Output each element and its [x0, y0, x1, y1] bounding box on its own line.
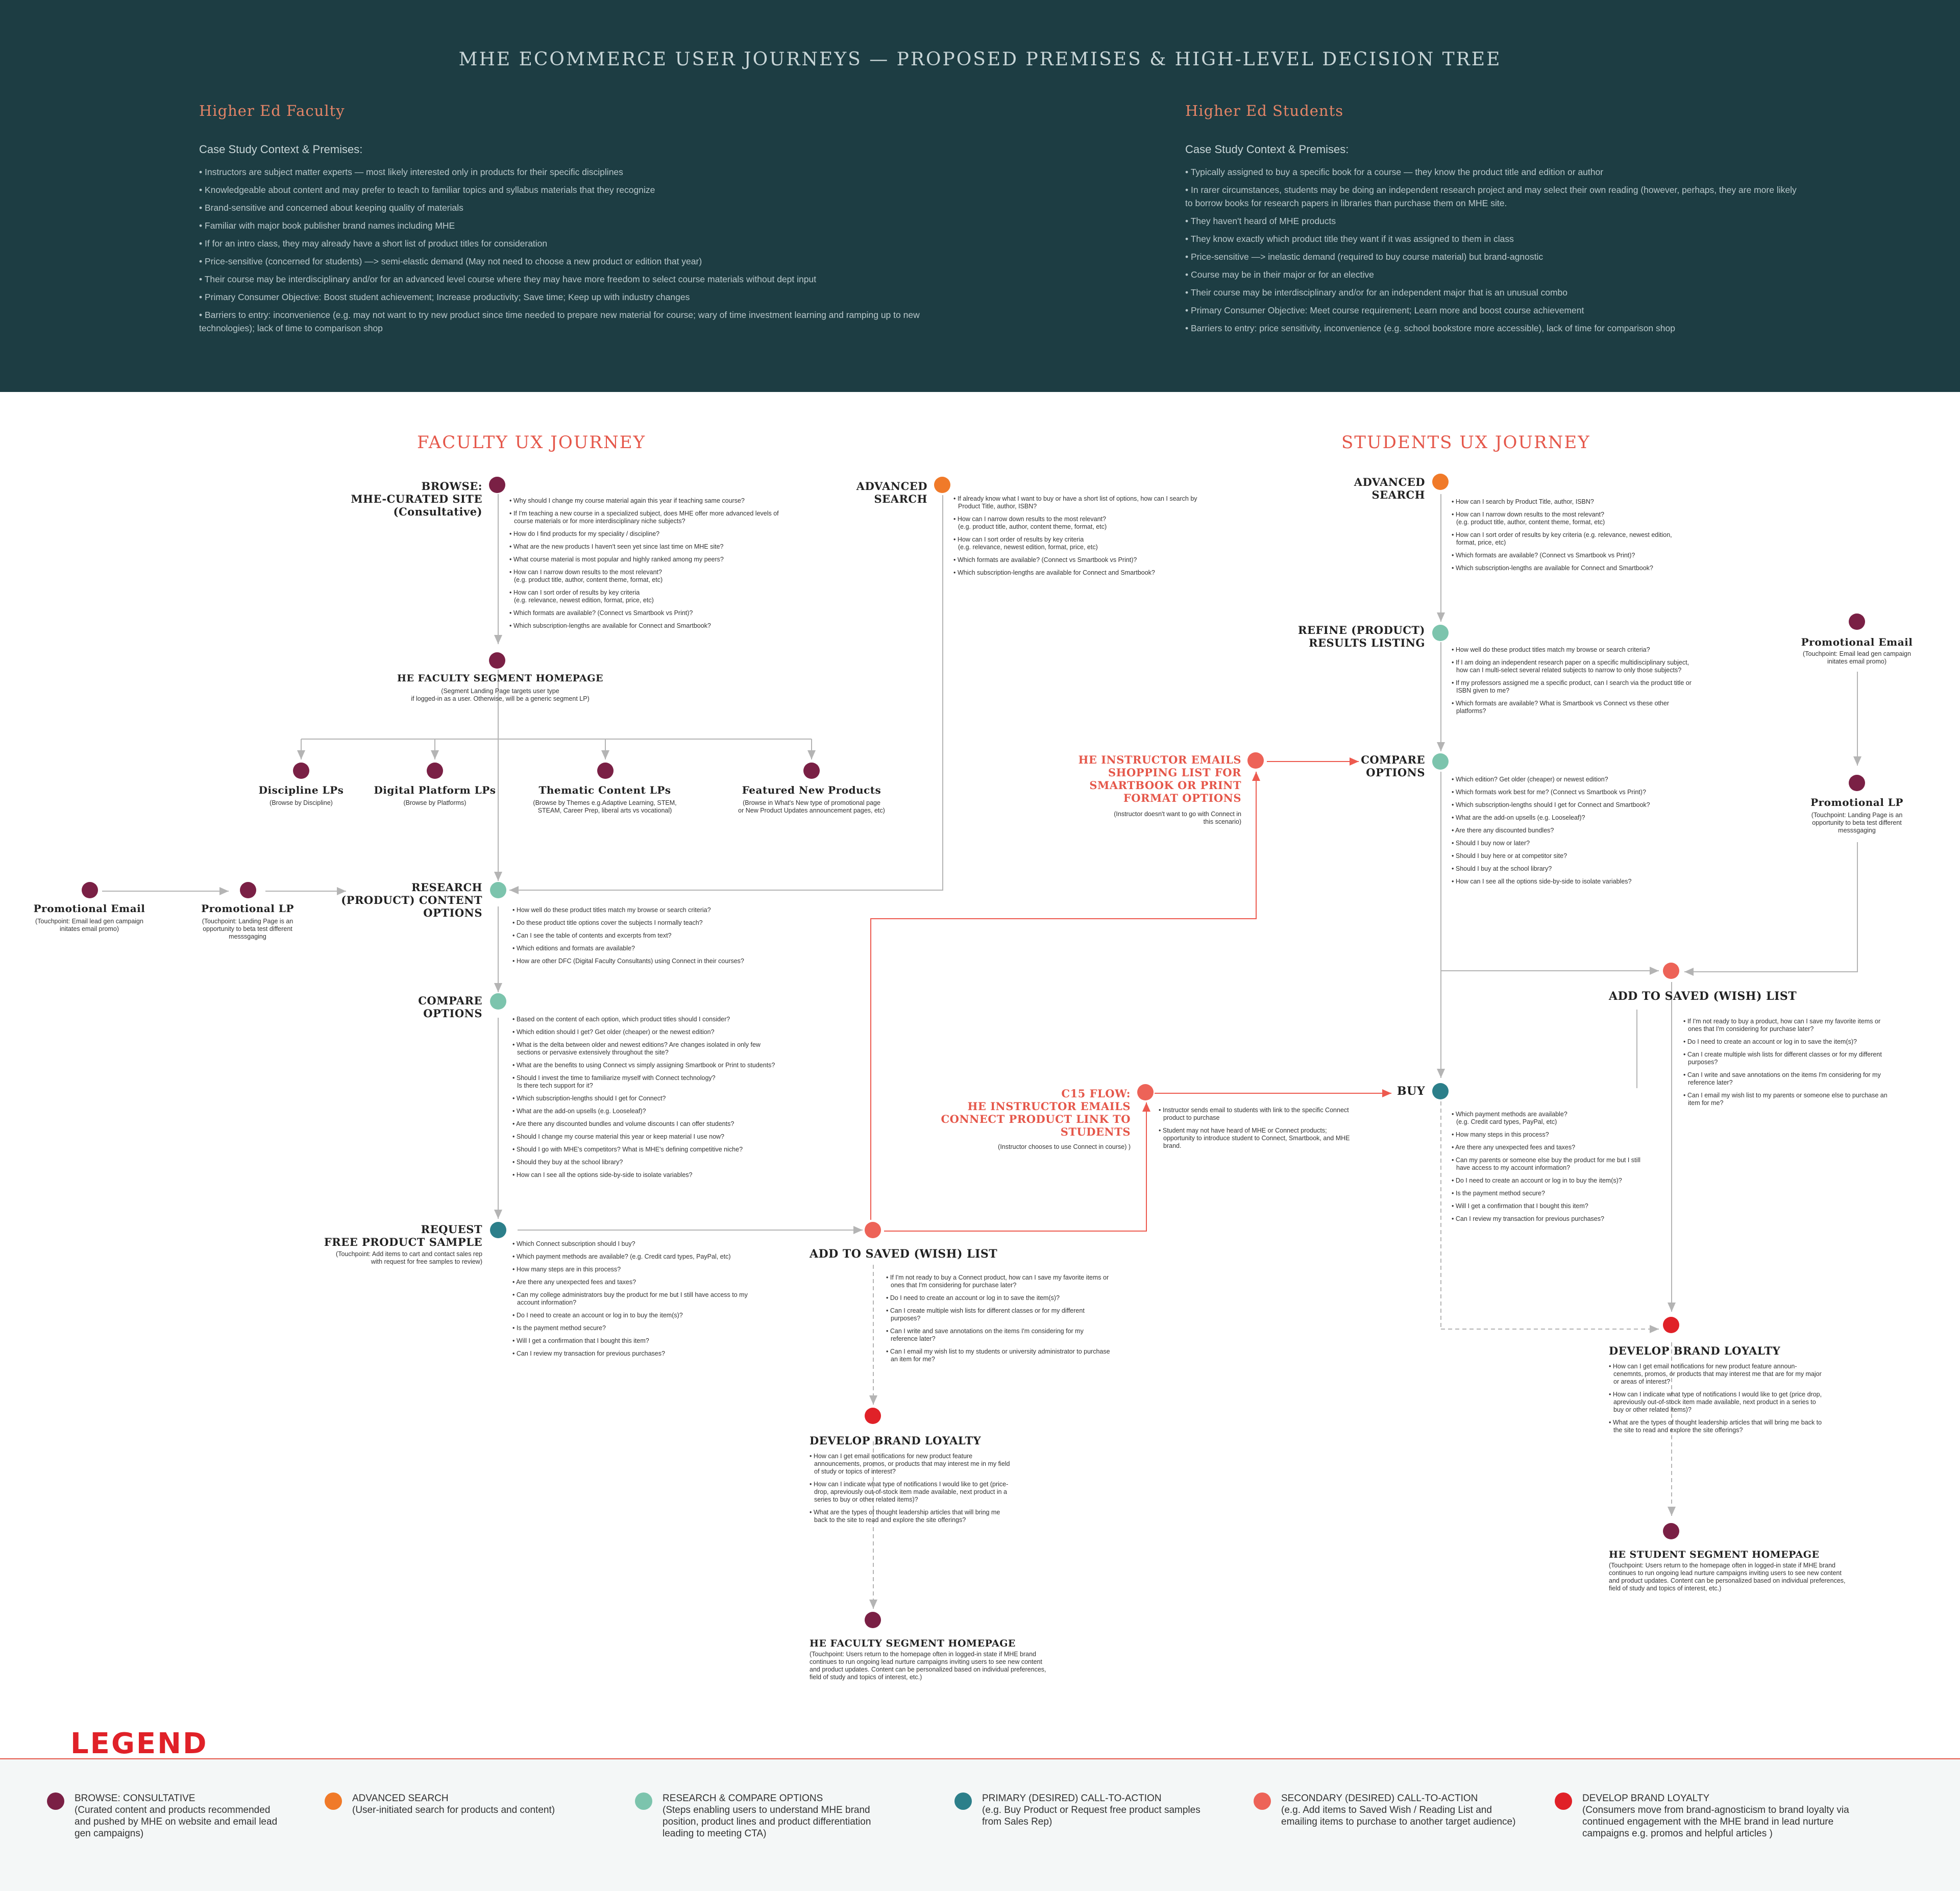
research-label: RESEARCH (PRODUCT) CONTENT OPTIONS	[341, 881, 482, 919]
faculty-saved-list-questions	[886, 1274, 1111, 1368]
list-item: • Can I create multiple wish lists for different classes or for my different purposes?	[886, 1307, 1111, 1322]
list-item: • Their course may be interdisciplinary and/or for an advanced level course where they may have more freedom to select course materials without dept input	[199, 273, 965, 286]
list-item: • What are the types of thought leadership articles that will bring me back to the site to read and explore the site offerings?	[1609, 1419, 1823, 1434]
discipline-lp-sub: (Browse by Discipline)	[270, 799, 333, 806]
request-sample-label: REQUEST FREE PRODUCT SAMPLE	[324, 1223, 482, 1248]
emails-shopping-list-node[interactable]	[1247, 752, 1264, 769]
refine-results-node[interactable]	[1432, 625, 1449, 641]
homepage-node[interactable]	[489, 652, 505, 669]
list-item: • Can I email my wish list to my students or university administrator to purchase an item for me?	[886, 1348, 1111, 1363]
list-item: • How can I indicate what type of notifications I would like to get (price-drop, apreviously out-of-stock item made available, next product in a series to buy or other related items)?	[810, 1481, 1014, 1504]
browse-label: BROWSE: MHE-CURATED SITE (Consultative)	[351, 480, 482, 518]
student-compare-questions	[1452, 776, 1692, 891]
advanced-search-node[interactable]	[934, 477, 950, 493]
list-item: • Can I write and save annotations on the items I'm considering for my reference later?	[886, 1328, 1111, 1343]
list-item: • How can I sort order of results by key criteria (e.g. relevance, newest edition, format, price, etc)	[509, 589, 795, 604]
list-item: • Which formats are available? (Connect vs Smartbook vs Print)?	[509, 609, 795, 617]
list-item: • If for an intro class, they may already have a short list of product titles for consideration	[199, 237, 965, 250]
list-item: • Are there any discounted bundles and volume discounts I can offer students?	[512, 1120, 778, 1128]
list-item: • Should I invest the time to familiarize myself with Connect technology? Is there tech support for it?	[512, 1074, 778, 1090]
buy-node[interactable]	[1432, 1083, 1449, 1099]
list-item: • How can I get email notifications for new product feature announ- cenemnts, promos, or products that may interest me that are for my major or areas of interest?	[1609, 1363, 1823, 1386]
legend-item-desc: (Consumers move from brand-agnosticism to brand loyalty via continued engagement with the MHE brand in lead nurture campaigns e.g. promos and helpful articles )	[1582, 1805, 1849, 1839]
list-item: • Instructor sends email to students with link to the specific Connect product to purchase	[1159, 1107, 1353, 1122]
faculty-return-homepage-node[interactable]	[865, 1612, 881, 1628]
legend-dot	[954, 1792, 972, 1810]
list-item: • Should I buy at the school library?	[1452, 865, 1692, 873]
buy-questions	[1452, 1111, 1656, 1228]
thematic-content-lp-node[interactable]	[597, 763, 614, 779]
faculty-promo-email-label: Promotional Email	[33, 902, 145, 915]
legend-item-name: RESEARCH & COMPARE OPTIONS	[663, 1793, 823, 1804]
list-item: • How well do these product titles match my browse or search criteria?	[512, 906, 778, 914]
student-promo-lp-node[interactable]	[1849, 775, 1865, 791]
list-item: • Which payment methods are available? (e.g. Credit card types, PayPal, etc)	[1452, 1111, 1656, 1126]
legend-item-desc: (e.g. Buy Product or Request free product samples from Sales Rep)	[982, 1805, 1200, 1827]
c15-flow-notes	[1159, 1107, 1353, 1155]
student-saved-list-node[interactable]	[1663, 963, 1679, 979]
student-return-homepage-label: HE STUDENT SEGMENT HOMEPAGE	[1609, 1549, 1820, 1560]
legend-item-desc: (e.g. Add items to Saved Wish / Reading List and emailing items to purchase to another target audience)	[1281, 1805, 1516, 1827]
faculty-return-homepage-label: HE FACULTY SEGMENT HOMEPAGE	[810, 1638, 1016, 1649]
list-item: • Which edition? Get older (cheaper) or newest edition?	[1452, 776, 1692, 783]
homepage-sub: (Segment Landing Page targets user type if logged-in as a user. Otherwise, will be a generic segment LP)	[411, 687, 590, 702]
list-item: • What are the add-on upsells (e.g. Looseleaf)?	[1452, 814, 1692, 822]
list-item: • How well do these product titles match my browse or search criteria?	[1452, 646, 1692, 654]
page-title: MHE ECOMMERCE USER JOURNEYS — PROPOSED PREMISES & HIGH-LEVEL DECISION TREE	[458, 49, 1502, 70]
list-item: • Barriers to entry: price sensitivity, inconvenience (e.g. school bookstore more accessible), lack of time for comparison shop	[1185, 322, 1798, 335]
student-advanced-search-label: ADVANCED SEARCH	[1354, 476, 1425, 501]
buy-label: BUY	[1397, 1085, 1425, 1098]
list-item: • How many steps are in this process?	[512, 1266, 752, 1273]
list-item: • Which subscription-lengths are available for Connect and Smartbook?	[509, 622, 795, 630]
list-item: • What is the delta between older and newest editions? Are changes isolated in only few sections or pervasive extensively throughout the site?	[512, 1041, 778, 1057]
digital-platform-lp-node[interactable]	[427, 763, 443, 779]
list-item: • If I'm teaching a new course in a specialized subject, does MHE offer more advanced levels of course materials or for more interdisciplinary niche subjects?	[509, 510, 795, 525]
list-item: • Which edition should I get? Get older (cheaper) or the newest edition?	[512, 1028, 778, 1036]
faculty-saved-list-label: ADD TO SAVED (WISH) LIST	[810, 1247, 998, 1261]
browse-questions	[509, 497, 795, 635]
homepage-label: HE FACULTY SEGMENT HOMEPAGE	[397, 673, 603, 684]
list-item: • In rarer circumstances, students may be doing an independent research project and may select their own reading (however, perhaps, they are more likely to borrow books for research papers in libraries than purchase them on MHE site.	[1185, 183, 1798, 210]
list-item: • Which formats work best for me? (Connect vs Smartbook vs Print)?	[1452, 789, 1692, 796]
research-questions	[512, 906, 778, 970]
list-item: • What course material is most popular and highly ranked among my peers?	[509, 556, 795, 563]
list-item: • Instructors are subject matter experts — most likely interested only in products for their specific disciplines	[199, 165, 965, 179]
list-item: • Primary Consumer Objective: Boost student achievement; Increase productivity; Save time; Keep up with industry changes	[199, 290, 965, 304]
list-item: • Student may not have heard of MHE or Connect products; opportunity to introduce student to Connect, Smartbook, and MHE brand.	[1159, 1127, 1353, 1150]
research-node[interactable]	[490, 882, 506, 898]
request-sample-sub: (Touchpoint: Add items to cart and contact sales rep with request for free samples to review)	[336, 1250, 482, 1265]
list-item: • Are there any unexpected fees and taxes?	[1452, 1144, 1656, 1151]
list-item: • How can I indicate what type of notifications I would like to get (price drop, apreviously out-of-stock item made available, next product in a series to buy or other related items)?	[1609, 1391, 1823, 1414]
list-item: • Should I go with MHE's competitors? What is MHE's defining competitive niche?	[512, 1146, 778, 1153]
digital-platform-lp-sub: (Browse by Platforms)	[403, 799, 467, 806]
student-saved-list-questions	[1683, 1018, 1888, 1112]
list-item: • If I'm not ready to buy a product, how can I save my favorite items or ones that I'm considering for purchase later?	[1683, 1018, 1888, 1033]
student-return-homepage-sub: (Touchpoint: Users return to the homepage often in logged-in state if MHE brand continues to run ongoing lead nurture campaigns inviting users to see new content and product updates. Content can be personalized based on individual preferences, field of study and topics of interest, etc.)	[1609, 1562, 1846, 1592]
list-item: • Will I get a confirmation that I bought this item?	[1452, 1202, 1656, 1210]
list-item: • How can I narrow down results to the most relevant? (e.g. product title, author, content theme, format, etc)	[509, 569, 795, 584]
discipline-lp-label: Discipline LPs	[258, 784, 344, 796]
list-item: • Primary Consumer Objective: Meet course requirement; Learn more and boost course achievement	[1185, 304, 1798, 317]
student-loyalty-questions	[1609, 1363, 1823, 1439]
faculty-loyalty-questions	[810, 1453, 1014, 1529]
list-item: • How can I sort order of results by key criteria (e.g. relevance, newest edition, format, price, etc)	[953, 536, 1198, 551]
faculty-promo-email-sub: (Touchpoint: Email lead gen campaign initates email promo)	[35, 918, 143, 932]
list-item: • If I'm not ready to buy a Connect product, how can I save my favorite items or ones that I'm considering for purchase later?	[886, 1274, 1111, 1289]
list-item: • Which subscription-lengths should I get for Connect and Smartbook?	[1452, 801, 1692, 809]
list-item: • If I am doing an independent research paper on a specific multidisciplinary subject, how can I multi-select several related subjects to narrow to only those subjects?	[1452, 659, 1692, 674]
list-item: • Which payment methods are available? (e.g. Credit card types, PayPal, etc)	[512, 1253, 752, 1261]
student-loyalty-node[interactable]	[1663, 1317, 1679, 1333]
list-item: • Course may be in their major or for an elective	[1185, 268, 1798, 281]
student-compare-node[interactable]	[1432, 753, 1449, 770]
legend-item-desc: (Steps enabling users to understand MHE brand position, product lines and product differentiation leading to meeting CTA)	[663, 1805, 871, 1839]
connector-line	[1684, 842, 1857, 972]
list-item: • Which formats are available? What is Smartbook vs Connect vs these other platforms?	[1452, 700, 1692, 715]
student-premises-subheading: Case Study Context & Premises:	[1185, 143, 1349, 156]
faculty-loyalty-node[interactable]	[865, 1408, 881, 1424]
c15-flow-node[interactable]	[1137, 1084, 1154, 1100]
legend-item-name: SECONDARY (DESIRED) CALL-TO-ACTION	[1281, 1793, 1478, 1804]
student-premises-heading: Higher Ed Students	[1185, 102, 1344, 119]
list-item: • What are the new products I haven't seen yet since last time on MHE site?	[509, 543, 795, 551]
legend-dot	[325, 1792, 342, 1810]
list-item: • Should I buy here or at competitor site?	[1452, 852, 1692, 860]
faculty-premises-heading: Higher Ed Faculty	[199, 102, 345, 119]
student-promo-email-label: Promotional Email	[1801, 636, 1913, 648]
list-item: • If my professors assigned me a specific product, can I search via the product title or ISBN given to me?	[1452, 679, 1692, 695]
list-item: • They know exactly which product title they want if it was assigned to them in class	[1185, 232, 1798, 245]
list-item: • Knowledgeable about content and may prefer to teach to familiar topics and syllabus materials that they recognize	[199, 183, 965, 197]
list-item: • Can I write and save annotations on the items I'm considering for my reference later?	[1683, 1071, 1888, 1087]
advanced-search-questions	[953, 495, 1198, 582]
list-item: • How are other DFC (Digital Faculty Consultants) using Connect in their courses?	[512, 957, 778, 965]
legend-item-name: DEVELOP BRAND LOYALTY	[1582, 1793, 1710, 1804]
student-promo-email-node[interactable]	[1849, 613, 1865, 630]
list-item: • Should they buy at the school library?	[512, 1159, 778, 1166]
student-compare-label: COMPARE OPTIONS	[1361, 753, 1425, 779]
digital-platform-lp-label: Digital Platform LPs	[374, 784, 496, 796]
list-item: • Based on the content of each option, which product titles should I consider?	[512, 1016, 778, 1023]
legend-dot	[635, 1792, 652, 1810]
faculty-return-homepage-sub: (Touchpoint: Users return to the homepage often in logged-in state if MHE brand continues to run ongoing lead nurture campaigns inviting users to see new content and product updates. Content can be personalized based on individual preferences, field of study and topics of interest, etc.)	[810, 1651, 1046, 1681]
list-item: • Which subscription-lengths are available for Connect and Smartbook?	[1452, 564, 1692, 572]
list-item: • How can I narrow down results to the most relevant? (e.g. product title, author, content theme, format, etc)	[953, 515, 1198, 531]
list-item: • Which Connect subscription should I buy?	[512, 1240, 752, 1248]
c15-flow-label: C15 FLOW: HE INSTRUCTOR EMAILS CONNECT PRODUCT LINK TO STUDENTS	[941, 1087, 1131, 1138]
list-item: • Is the payment method secure?	[1452, 1190, 1656, 1197]
list-item: • Can my parents or someone else buy the product for me but I still have access to my account information?	[1452, 1157, 1656, 1172]
list-item: • How many steps in this process?	[1452, 1131, 1656, 1139]
list-item: • Their course may be interdisciplinary and/or for an independent major that is an unusual combo	[1185, 286, 1798, 299]
list-item: • If already know what I want to buy or have a short list of options, how can I search by Product Title, author, ISBN?	[953, 495, 1198, 510]
compare-label: COMPARE OPTIONS	[418, 994, 482, 1020]
compare-questions	[512, 1016, 778, 1184]
list-item: • How can I see all the options side-by-side to isolate variables?	[1452, 878, 1692, 886]
list-item: • What are the add-on upsells (e.g. Looseleaf)?	[512, 1108, 778, 1115]
list-item: • How can I narrow down results to the most relevant? (e.g. product title, author, content theme, format, etc)	[1452, 511, 1692, 526]
student-saved-list-label: ADD TO SAVED (WISH) LIST	[1609, 990, 1797, 1003]
list-item: • Can I see the table of contents and excerpts from text?	[512, 932, 778, 940]
list-item: • Can I email my wish list to my parents or someone else to purchase an item for me?	[1683, 1092, 1888, 1107]
list-item: • How do I find products for my speciality / discipline?	[509, 530, 795, 538]
list-item: • Should I buy now or later?	[1452, 840, 1692, 847]
list-item: • Do I need to create an account or log in to buy the item(s)?	[512, 1312, 752, 1319]
list-item: • Can I create multiple wish lists for different classes or for my different purposes?	[1683, 1051, 1888, 1066]
list-item: • Brand-sensitive and concerned about keeping quality of materials	[199, 201, 965, 214]
list-item: • Will I get a confirmation that I bought this item?	[512, 1337, 752, 1345]
list-item: • Can I review my transaction for previous purchases?	[512, 1350, 752, 1358]
list-item: • Do these product title options cover the subjects I normally teach?	[512, 919, 778, 927]
refine-results-label: REFINE (PRODUCT) RESULTS LISTING	[1298, 624, 1425, 649]
student-loyalty-label: DEVELOP BRAND LOYALTY	[1609, 1344, 1781, 1357]
legend-dot	[1254, 1792, 1271, 1810]
list-item: • Which subscription-lengths should I get for Connect?	[512, 1095, 778, 1102]
student-promo-lp-sub: (Touchpoint: Landing Page is an opportunity to beta test different messsgaging	[1811, 812, 1903, 834]
thematic-content-lp-label: Thematic Content LPs	[538, 784, 671, 796]
list-item: • Which editions and formats are available?	[512, 945, 778, 952]
faculty-journey-title: FACULTY UX JOURNEY	[417, 432, 646, 453]
legend-title: LEGEND	[70, 1727, 208, 1760]
list-item: • Can my college administrators buy the product for me but I still have access to my account information?	[512, 1291, 752, 1307]
featured-new-products-label: Featured New Products	[742, 784, 881, 796]
students-journey-title: STUDENTS UX JOURNEY	[1341, 432, 1590, 453]
list-item: • Do I need to create an account or log in to save the item(s)?	[1683, 1038, 1888, 1046]
request-sample-questions	[512, 1240, 752, 1363]
legend-item-desc: (User-initiated search for products and content)	[352, 1805, 555, 1815]
list-item: • Typically assigned to buy a specific book for a course — they know the product title and edition or author	[1185, 165, 1798, 179]
list-item: • Should I change my course material this year or keep material I use now?	[512, 1133, 778, 1141]
faculty-saved-list-node[interactable]	[865, 1222, 881, 1238]
featured-new-products-node[interactable]	[803, 763, 820, 779]
list-item: • Are there any unexpected fees and taxes?	[512, 1279, 752, 1286]
compare-node[interactable]	[490, 993, 506, 1010]
thematic-content-lp-sub: (Browse by Themes e.g.Adaptive Learning, STEM, STEAM, Career Prep, liberal arts vs vocational)	[533, 799, 677, 814]
list-item: • Price-sensitive —> inelastic demand (required to buy course material) but brand-agnostic	[1185, 250, 1798, 263]
list-item: • How can I search by Product Title, author, ISBN?	[1452, 498, 1692, 506]
student-return-homepage-node[interactable]	[1663, 1523, 1679, 1539]
list-item: • What are the types of thought leadership articles that will bring me back to the site to read and explore the site offerings?	[810, 1509, 1014, 1524]
list-item: • What are the benefits to using Connect vs simply assigning Smartbook or Print to students?	[512, 1062, 778, 1069]
student-promo-lp-label: Promotional LP	[1810, 796, 1903, 808]
list-item: • Price-sensitive (concerned for students) —> semi-elastic demand (May not need to choose a new product or edition that year)	[199, 255, 965, 268]
list-item: • Which subscription-lengths are available for Connect and Smartbook?	[953, 569, 1198, 577]
refine-results-questions	[1452, 646, 1692, 720]
list-item: • Barriers to entry: inconvenience (e.g. may not want to try new product since time needed to prepare new material for course; wary of time investment learning and ramping up to new technologies); lack of time to comparison shop	[199, 308, 965, 335]
list-item: • Can I review my transaction for previous purchases?	[1452, 1215, 1656, 1223]
list-item: • Do I need to create an account or log in to save the item(s)?	[886, 1294, 1111, 1302]
student-promo-email-sub: (Touchpoint: Email lead gen campaign initates email promo)	[1803, 650, 1911, 665]
faculty-promo-lp-label: Promotional LP	[201, 902, 294, 915]
legend-item-name: PRIMARY (DESIRED) CALL-TO-ACTION	[982, 1793, 1162, 1804]
list-item: • How can I see all the options side-by-side to isolate variables?	[512, 1171, 778, 1179]
legend-item-name: BROWSE: CONSULTATIVE	[75, 1793, 195, 1804]
student-advanced-search-questions	[1452, 498, 1692, 577]
faculty-promo-lp-sub: (Touchpoint: Landing Page is an opportunity to beta test different messsgaging	[202, 918, 293, 940]
list-item: • Which formats are available? (Connect vs Smartbook vs Print)?	[1452, 552, 1692, 559]
list-item: • How can I get email notifications for new product feature announcements, promos, or products that may interest me in my field of study or topics of interest?	[810, 1453, 1014, 1476]
student-advanced-search-node[interactable]	[1432, 474, 1449, 490]
browse-node[interactable]	[489, 477, 505, 493]
faculty-promo-lp-node[interactable]	[240, 882, 256, 898]
faculty-premises-subheading: Case Study Context & Premises:	[199, 143, 363, 156]
list-item: • Is the payment method secure?	[512, 1324, 752, 1332]
list-item: • Which formats are available? (Connect vs Smartbook vs Print)?	[953, 556, 1198, 564]
list-item: • Do I need to create an account or log in to buy the item(s)?	[1452, 1177, 1656, 1185]
emails-shopping-list-label: HE INSTRUCTOR EMAILS SHOPPING LIST FOR SMARTBOOK OR PRINT FORMAT OPTIONS	[1078, 753, 1241, 804]
legend-item-desc: (Curated content and products recommended and pushed by MHE on website and email lead gen campaigns)	[75, 1805, 278, 1839]
emails-shopping-list-sub: (Instructor doesn't want to go with Connect in this scenario)	[1114, 811, 1241, 825]
featured-new-products-sub: (Browse in What's New type of promotional page or New Product Updates announcement pages, etc)	[738, 799, 885, 814]
list-item: • Are there any discounted bundles?	[1452, 827, 1692, 834]
legend-divider	[0, 1758, 1960, 1759]
advanced-search-label: ADVANCED SEARCH	[856, 480, 927, 505]
legend-dot	[47, 1792, 64, 1810]
c15-flow-sub: (Instructor chooses to use Connect in course) )	[998, 1143, 1131, 1150]
list-item: • Familiar with major book publisher brand names including MHE	[199, 219, 965, 232]
legend-item-name: ADVANCED SEARCH	[352, 1793, 449, 1804]
list-item: • Why should I change my course material again this year if teaching same course?	[509, 497, 795, 505]
request-sample-node[interactable]	[490, 1222, 506, 1238]
faculty-promo-email-node[interactable]	[82, 882, 98, 898]
faculty-loyalty-label: DEVELOP BRAND LOYALTY	[810, 1434, 982, 1447]
list-item: • How can I sort order of results by key criteria (e.g. relevance, newest edition, format, price, etc)	[1452, 531, 1692, 547]
discipline-lp-node[interactable]	[293, 763, 309, 779]
legend-dot	[1555, 1792, 1572, 1810]
list-item: • They haven't heard of MHE products	[1185, 214, 1798, 228]
